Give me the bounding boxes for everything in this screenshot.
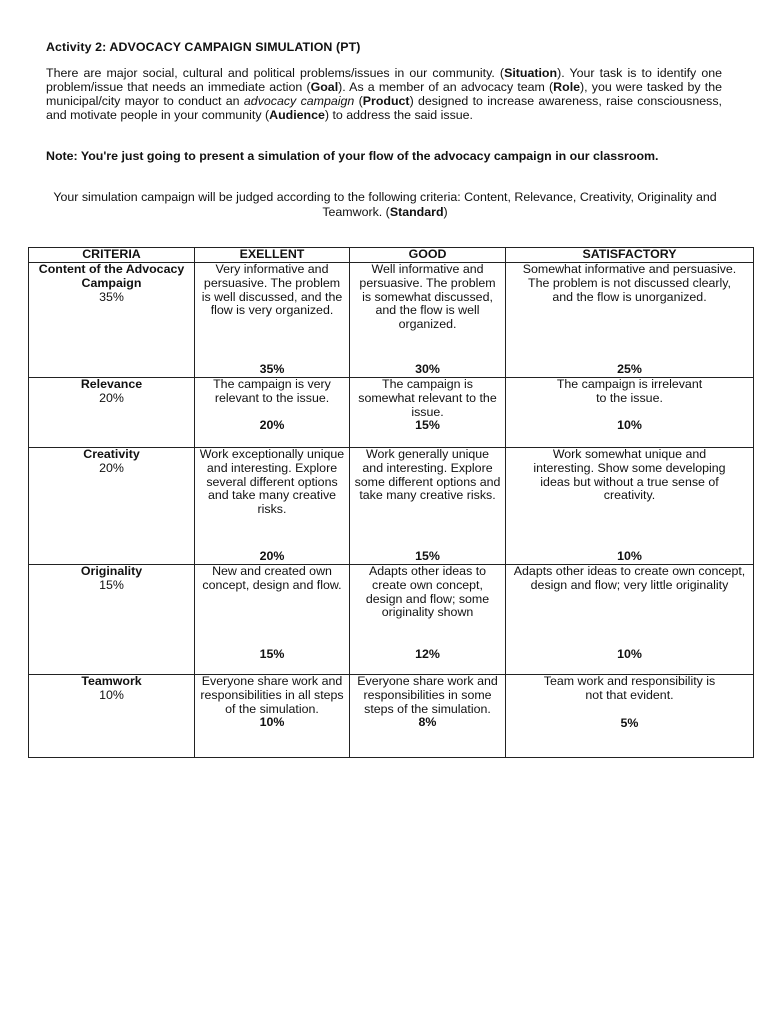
- rubric-row-creativity: [29, 448, 754, 565]
- good-description: The campaign is somewhat relevant to the issue.: [358, 377, 497, 419]
- good-score: 12%: [415, 647, 440, 662]
- good-description: Everyone share work and responsibilities in some steps of the simulation.: [357, 674, 498, 716]
- excellent-description: The campaign is very relevant to the issue.: [213, 377, 331, 405]
- criteria-statement: [40, 190, 730, 220]
- excellent-cell: [195, 378, 350, 448]
- rubric-row-teamwork: [29, 675, 754, 758]
- rubric-row-content: [29, 263, 754, 378]
- rubric-row-originality: [29, 565, 754, 675]
- excellent-score: 10%: [259, 715, 285, 730]
- intro-text: There are major social, cultural and political problems/issues in our community. (: [46, 66, 505, 80]
- criteria-name: Creativity: [83, 447, 140, 461]
- good-cell: [350, 675, 506, 758]
- intro-text: ), you were tasked by the municipal/city mayor to conduct an: [46, 80, 723, 108]
- excellent-score: 15%: [259, 647, 285, 662]
- good-score: 30%: [415, 362, 440, 377]
- excellent-cell: [195, 263, 350, 378]
- rubric-table: [28, 247, 754, 758]
- intro-text: ) designed to increase awareness, raise consciousness, and motivate people in your community (: [46, 94, 722, 122]
- criteria-name: Content of the Advocacy Campaign: [38, 262, 185, 290]
- intro-text: (: [354, 94, 363, 108]
- excellent-cell: [195, 565, 350, 675]
- role-keyword: Role: [553, 80, 581, 94]
- satisfactory-cell: [506, 263, 754, 378]
- excellent-score: 35%: [259, 362, 285, 377]
- audience-keyword: Audience: [269, 108, 325, 122]
- criteria-cell: [29, 448, 195, 565]
- header-good: GOOD: [350, 248, 506, 263]
- intro-paragraph: [46, 66, 722, 122]
- standard-keyword: Standard: [389, 205, 444, 219]
- criteria-cell: [29, 675, 195, 758]
- good-cell: [350, 263, 506, 378]
- goal-keyword: Goal: [310, 80, 339, 94]
- header-criteria: CRITERIA: [29, 248, 195, 263]
- criteria-name: Originality: [80, 564, 143, 578]
- good-description: Adapts other ideas to create own concept, design and flow; some originality shown: [365, 564, 490, 620]
- intro-text: ). As a member of an advocacy team (: [338, 80, 554, 94]
- satisfactory-description: Somewhat informative and persuasive. The problem is not discussed clearly, and the flow is unorganized.: [522, 262, 737, 304]
- satisfactory-description: Work somewhat unique and interesting. Show some developing ideas but without a true sense of creativity.: [533, 447, 726, 503]
- satisfactory-score: 25%: [617, 362, 642, 377]
- excellent-description: Very informative and persuasive. The problem is well discussed, and the flow is very organized.: [201, 262, 343, 318]
- criteria-name: Teamwork: [81, 674, 142, 688]
- excellent-score: 20%: [259, 549, 285, 564]
- excellent-score: 20%: [259, 418, 285, 433]
- excellent-description: Everyone share work and responsibilities in all steps of the simulation.: [200, 674, 344, 716]
- satisfactory-score: 5%: [620, 715, 639, 730]
- good-score: 15%: [415, 418, 440, 433]
- criteria-weight: 20%: [99, 460, 124, 475]
- satisfactory-score: 10%: [617, 418, 642, 433]
- good-cell: [350, 565, 506, 675]
- excellent-cell: [195, 675, 350, 758]
- activity-title: Activity 2: ADVOCACY CAMPAIGN SIMULATION (PT): [46, 40, 361, 54]
- good-cell: [350, 448, 506, 565]
- excellent-description: New and created own concept, design and flow.: [202, 564, 342, 592]
- satisfactory-cell: [506, 565, 754, 675]
- criteria-weight: 35%: [99, 289, 124, 304]
- good-score: 15%: [415, 549, 440, 564]
- criteria-weight: 10%: [99, 687, 124, 702]
- intro-text: ). Your task is to identify one problem/issue that needs an immediate action (: [46, 66, 722, 94]
- good-score: 8%: [418, 715, 437, 730]
- satisfactory-score: 10%: [617, 647, 642, 662]
- criteria-close: ): [443, 205, 448, 219]
- header-satisfactory: SATISFACTORY: [506, 248, 754, 263]
- satisfactory-description: The campaign is irrelevant to the issue.: [556, 377, 703, 405]
- satisfactory-score: 10%: [617, 549, 642, 564]
- satisfactory-description: Team work and responsibility is not that evident.: [543, 674, 716, 702]
- good-description: Well informative and persuasive. The problem is somewhat discussed, and the flow is well organized.: [359, 262, 496, 332]
- criteria-weight: 15%: [99, 577, 124, 592]
- criteria-weight: 20%: [99, 390, 124, 405]
- excellent-description: Work exceptionally unique and interesting. Explore several different options and take many creative risks.: [199, 447, 345, 517]
- criteria-name: Relevance: [80, 377, 143, 391]
- criteria-cell: [29, 565, 195, 675]
- situation-keyword: Situation: [504, 66, 558, 80]
- criteria-cell: [29, 263, 195, 378]
- header-excellent: EXELLENT: [195, 248, 350, 263]
- rubric-row-relevance: [29, 378, 754, 448]
- satisfactory-cell: [506, 378, 754, 448]
- intro-text: ) to address the said issue.: [324, 108, 473, 122]
- good-cell: [350, 378, 506, 448]
- criteria-text: Your simulation campaign will be judged according to the following criteria: Content, Relevance, Creativity, Originality and Teamwork. (: [53, 190, 717, 219]
- satisfactory-description: Adapts other ideas to create own concept, design and flow; very little originality: [513, 564, 746, 592]
- satisfactory-cell: [506, 448, 754, 565]
- rubric-header-row: [29, 248, 754, 263]
- advocacy-campaign-phrase: advocacy campaign: [243, 94, 355, 108]
- satisfactory-cell: [506, 675, 754, 758]
- note-paragraph: Note: You're just going to present a simulation of your flow of the advocacy campaign in our classroom.: [46, 149, 659, 163]
- criteria-cell: [29, 378, 195, 448]
- excellent-cell: [195, 448, 350, 565]
- good-description: Work generally unique and interesting. Explore some different options and take many creative risks.: [354, 447, 501, 503]
- product-keyword: Product: [362, 94, 410, 108]
